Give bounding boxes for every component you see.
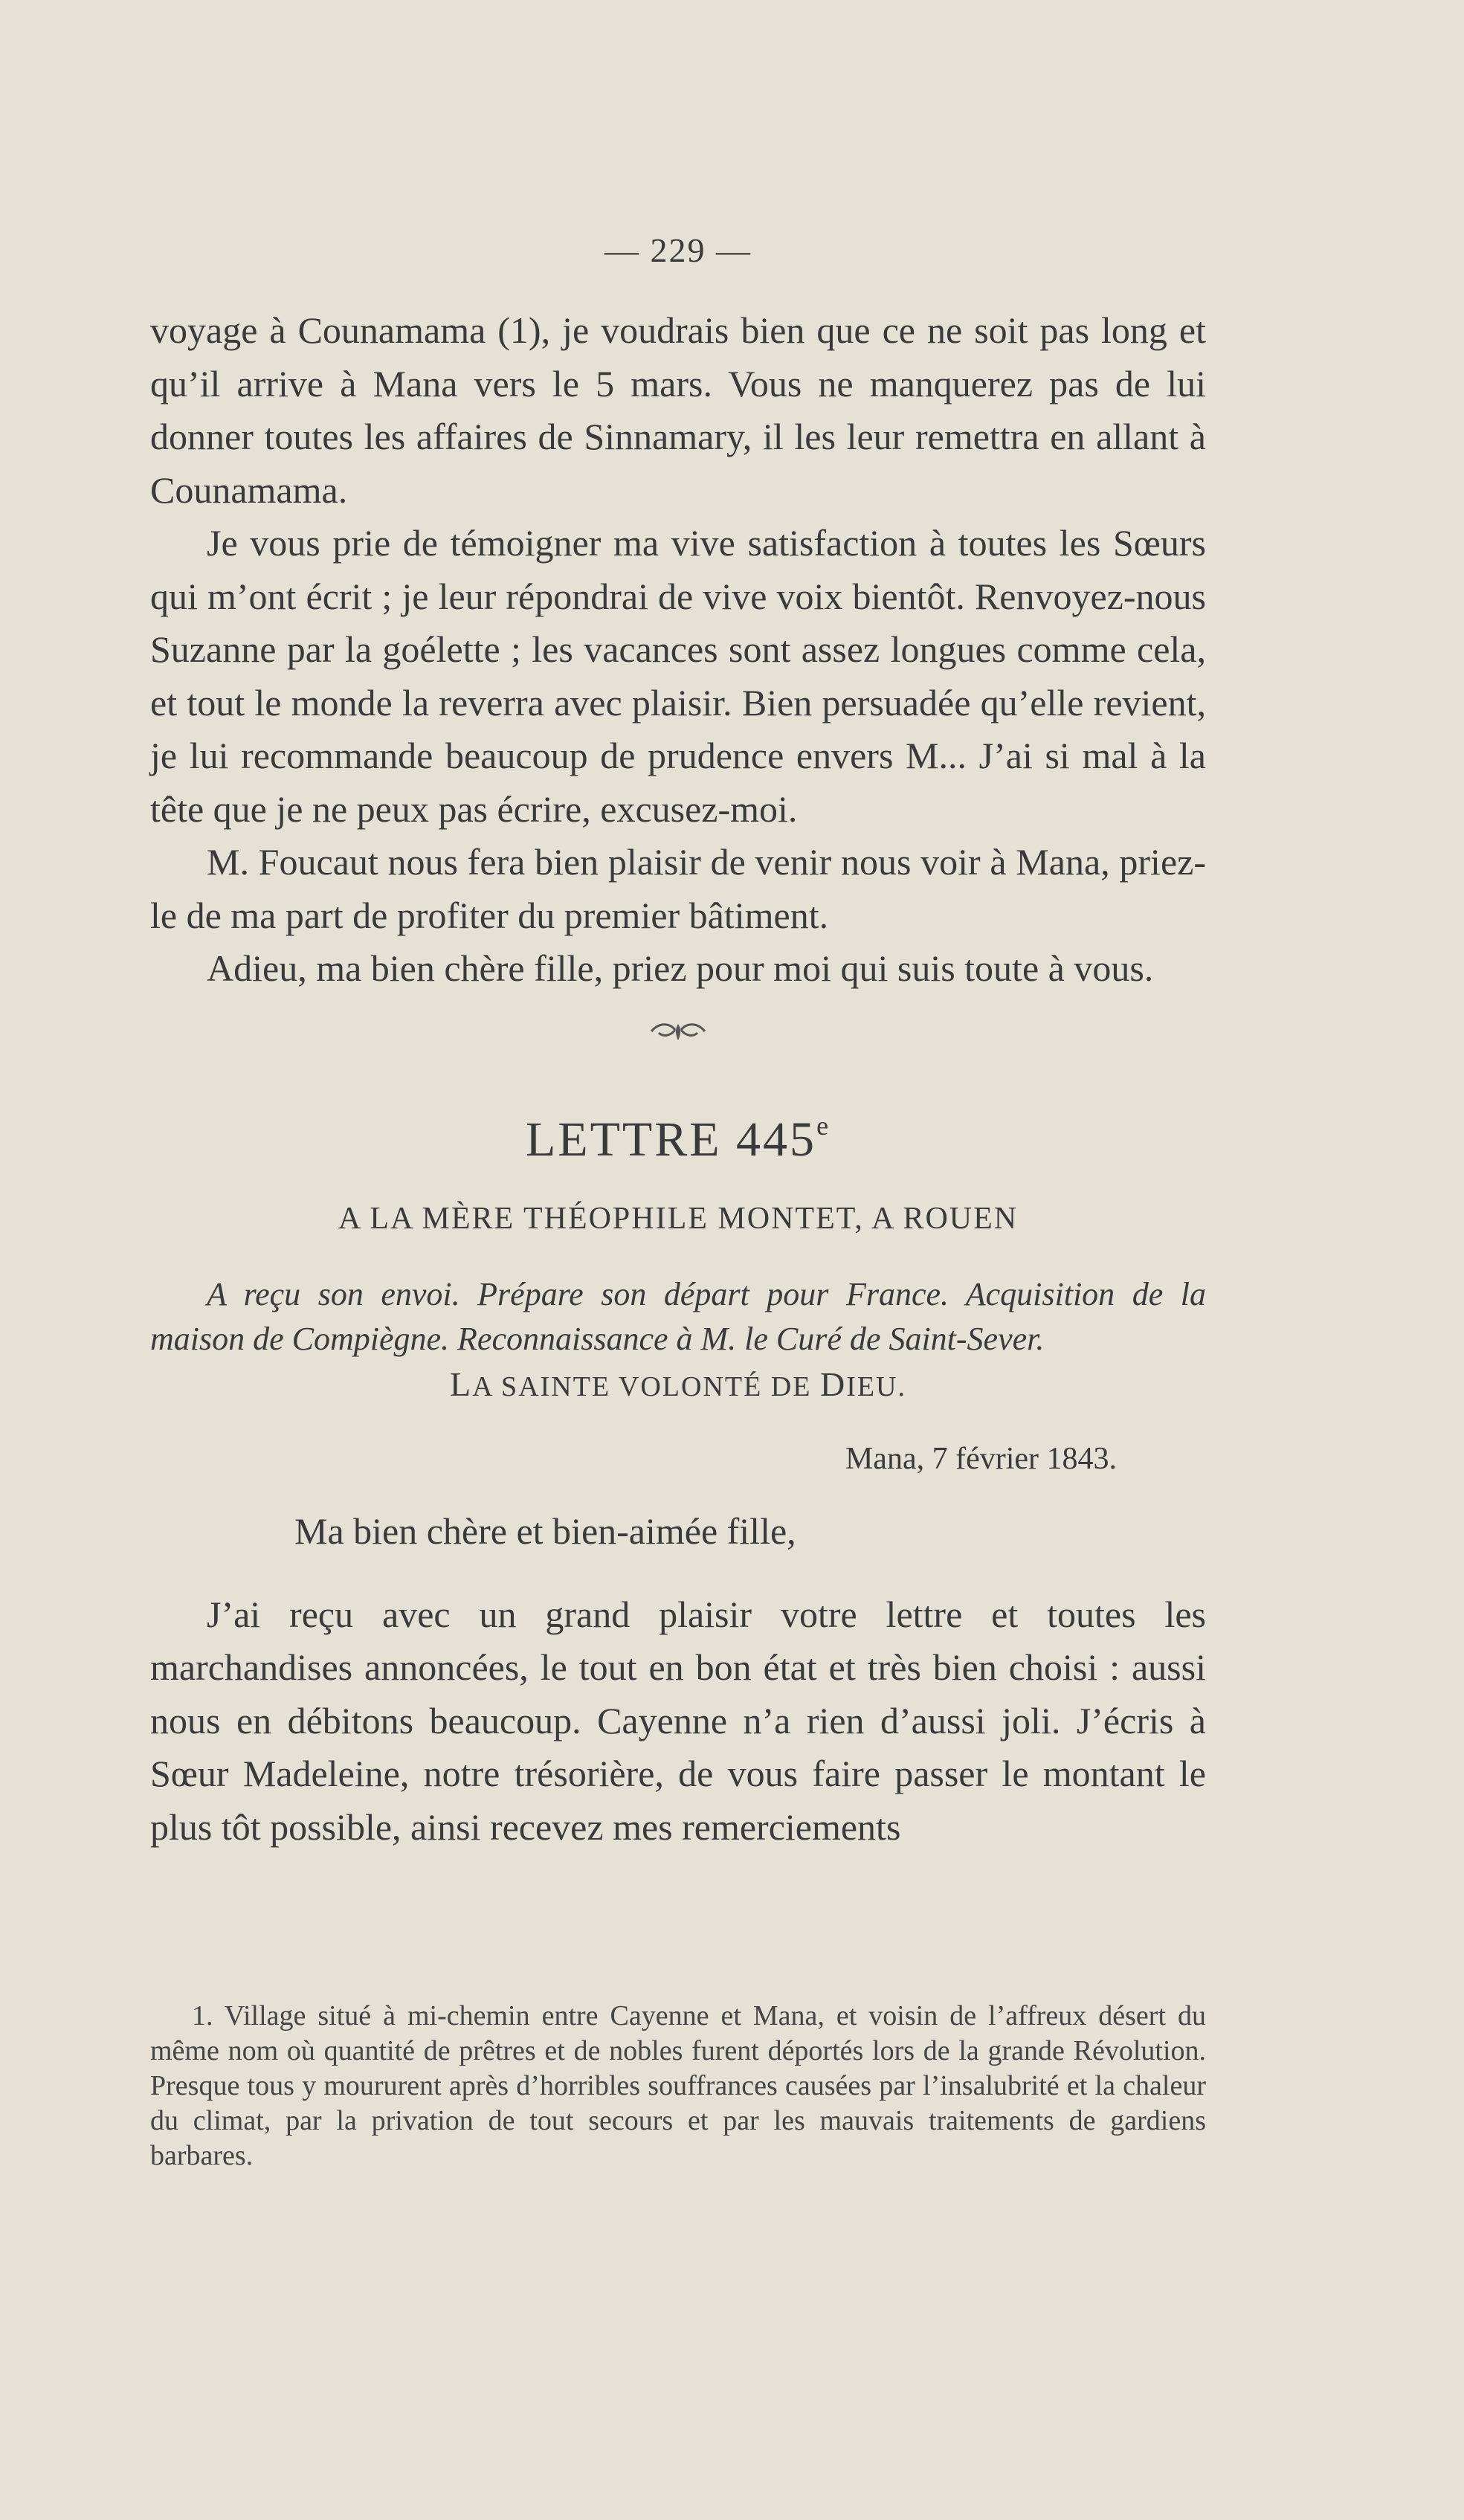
motto-word-1-rest: A [472,1370,493,1402]
footnote: 1. Village situé à mi-chemin entre Cayenne et Mana, et voisin de l’affreux désert du même nom où quantité de prêtres et de nobles furent déportés lors de la grande Révolution. Presque tous y moururent après d’horribles souffrances causées par l’insalubrité et la chaleur du climat, par la privation de tout secours et par les mauvais traitements de gardiens barbares. [150,2000,1206,2171]
page-number: — 229 — [604,231,752,269]
motto-cap-5: D [819,1364,847,1403]
paragraph-foucaut: M. Foucaut nous fera bien plaisir de venir nous voir à Mana, priez-le de ma part de profiter du premier bâtiment. [150,841,1206,936]
letter-motto [150,1364,1206,1404]
letter-body: J’ai reçu avec un grand plaisir votre lettre et toutes les marchandises annoncées, le tout en bon état et très bien choisi : aussi nous en débitons beaucoup. Cayenne n’a rien d’aussi joli. J’écris à Sœur Madeleine, notre trésorière, de vous faire passer le montant le plus tôt possible, ainsi recevez mes remerciements [150,1593,1206,1848]
letter-recipient: A LA MÈRE THÉOPHILE MONTET, A ROUEN [338,1201,1019,1236]
page-content [150,231,1206,1854]
letter-title [150,1110,1206,1168]
motto-word-3: VOLONTÉ [618,1370,763,1402]
motto-cap-1: L [449,1364,473,1403]
fleuron-icon [648,1018,708,1045]
paragraph-farewell: Adieu, ma bien chère fille, priez pour moi qui suis toute à vous. [207,947,1154,989]
paragraph-thanks-sisters: Je vous prie de témoigner ma vive satisfaction à toutes les Sœurs qui m’ont écrit ; je leur répondrai de vive voix bientôt. Renvoyez-nous Suzanne par la goélette ; les vacances sont assez longues comme cela, et tout le monde la reverra avec plaisir. Bien persuadée qu’elle revient, je lui recommande beaucoup de prudence envers M... J’ai si mal à la tête que je ne peux pas écrire, excusez-moi. [150,522,1206,830]
letter-dateline: Mana, 7 février 1843. [845,1441,1117,1476]
letter-title-suffix: e [816,1110,831,1141]
letter-salutation: Ma bien chère et bien-aimée fille, [294,1509,796,1552]
motto-word-4: DE [770,1370,812,1402]
letter-title-text: LETTRE 445 [525,1112,817,1167]
ornament-divider [150,1018,1206,1048]
letter-summary: A reçu son envoi. Prépare son départ pour France. Acquisition de la maison de Compiègne. Reconnaissance à M. le Curé de Saint-Sever. [150,1275,1206,1357]
motto-word-5-rest: IEU. [846,1370,906,1402]
motto-word-2: SAINTE [500,1370,611,1402]
paragraph-continuation: voyage à Counamama (1), je voudrais bien que ce ne soit pas long et qu’il arrive à Mana vers le 5 mars. Vous ne manquerez pas de lui donner toutes les affaires de Sinnamary, il les leur remettra en allant à Counamama. [150,309,1206,511]
